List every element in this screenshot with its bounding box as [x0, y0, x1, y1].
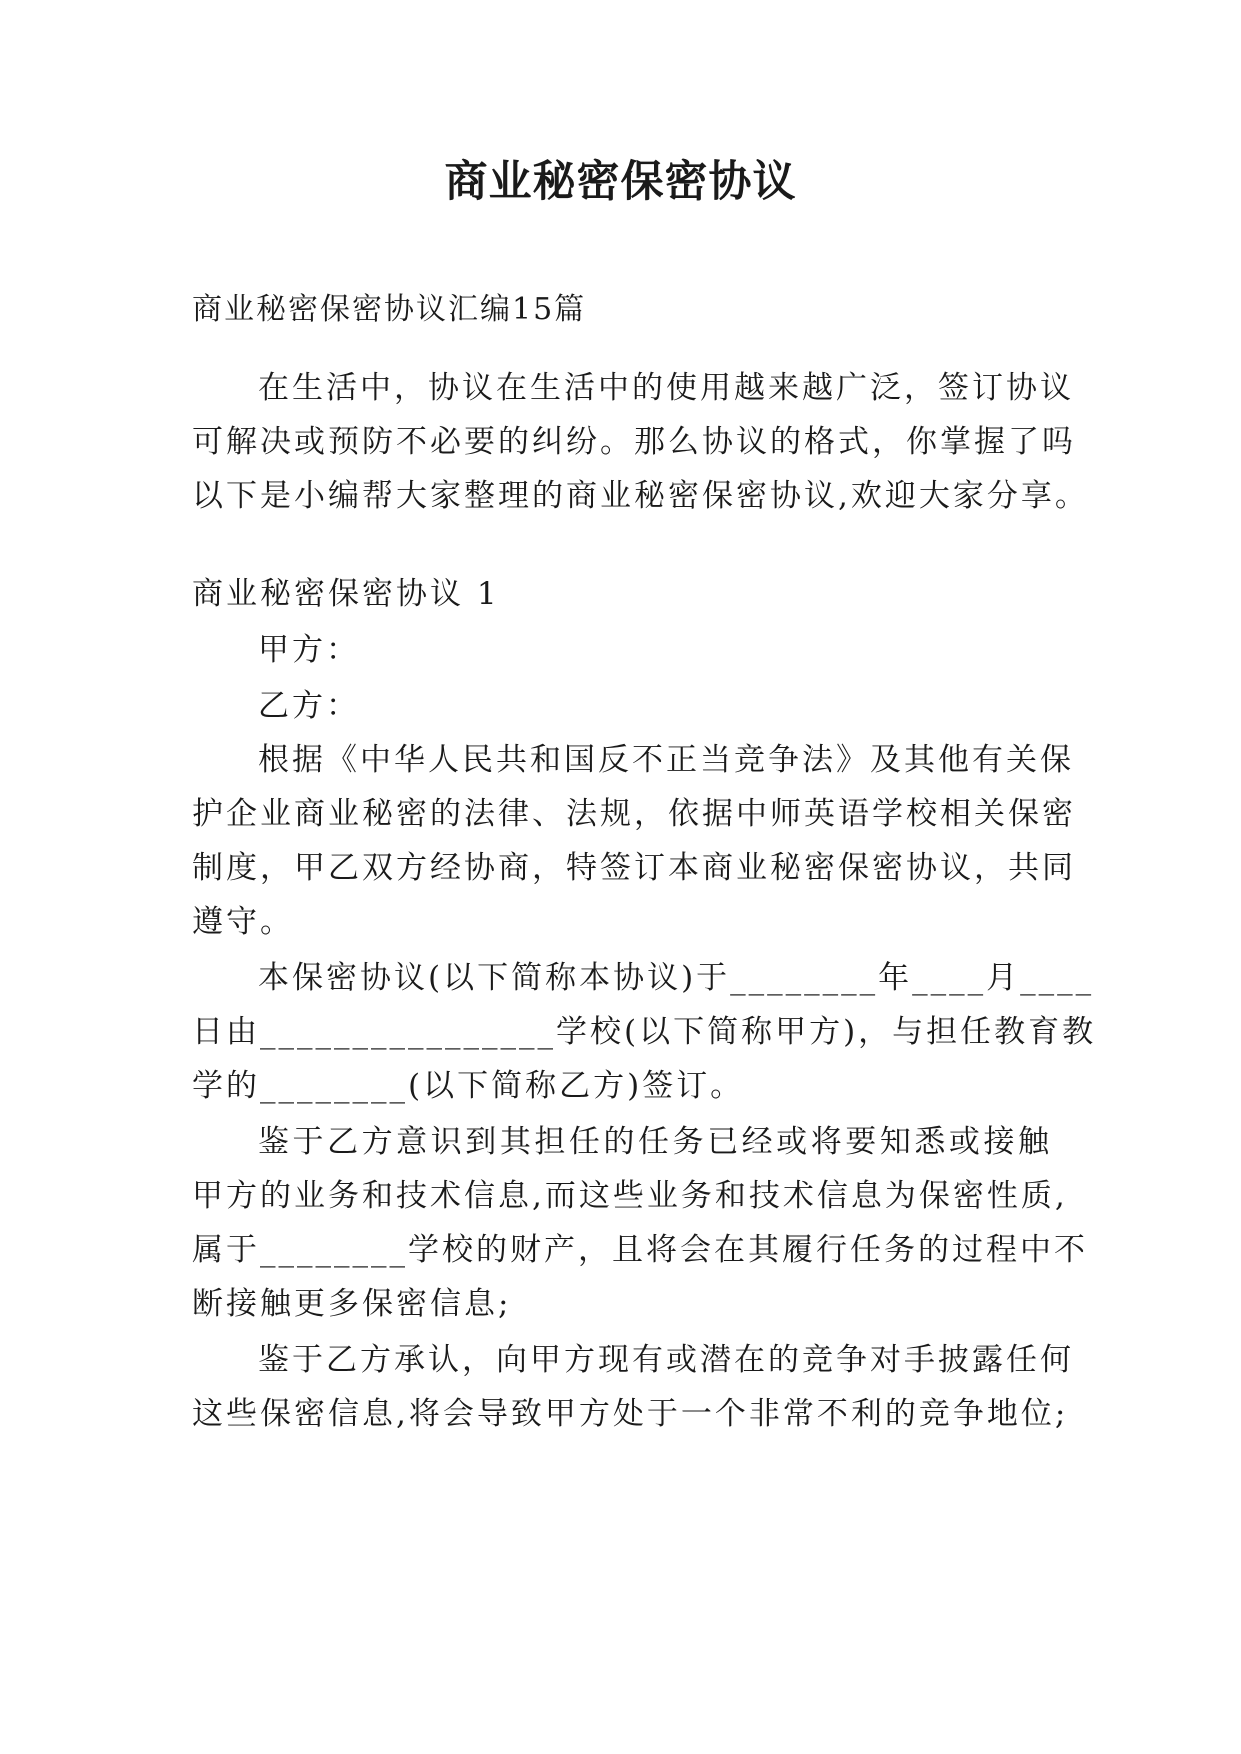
paragraph-line: 制度，甲乙双方经协商，特签订本商业秘密保密协议，共同 — [192, 850, 1076, 886]
intro-line: 以下是小编帮大家整理的商业秘密保密协议,欢迎大家分享。 — [192, 478, 1089, 514]
paragraph-line: 学的________(以下简称乙方)签订。 — [192, 1068, 745, 1104]
intro-line: 在生活中，协议在生活中的使用越来越广泛，签订协议 — [258, 370, 1074, 406]
paragraph-line: 根据《中华人民共和国反不正当竞争法》及其他有关保 — [258, 742, 1074, 778]
paragraph-line: 鉴于乙方承认，向甲方现有或潜在的竞争对手披露任何 — [258, 1342, 1074, 1378]
intro-line: 可解决或预防不必要的纠纷。那么协议的格式，你掌握了吗 — [192, 424, 1076, 460]
paragraph-line: 遵守。 — [192, 904, 294, 940]
section-heading: 商业秘密保密协议 1 — [192, 576, 500, 612]
paragraph-line: 这些保密信息,将会导致甲方处于一个非常不利的竞争地位; — [192, 1396, 1069, 1432]
paragraph-line: 属于________学校的财产，且将会在其履行任务的过程中不 — [192, 1232, 1088, 1268]
paragraph-line: 日由________________学校(以下简称甲方)，与担任教育教 — [192, 1014, 1097, 1050]
paragraph-line: 护企业商业秘密的法律、法规，依据中师英语学校相关保密 — [192, 796, 1076, 832]
document-subtitle: 商业秘密保密协议汇编15篇 — [192, 292, 587, 327]
party-a-label: 甲方： — [258, 632, 360, 668]
paragraph-line: 鉴于乙方意识到其担任的任务已经或将要知悉或接触 — [258, 1124, 1052, 1160]
party-b-label: 乙方： — [258, 688, 360, 724]
document-title: 商业秘密保密协议 — [444, 157, 797, 207]
paragraph-line: 甲方的业务和技术信息,而这些业务和技术信息为保密性质, — [192, 1178, 1068, 1214]
paragraph-line: 本保密协议(以下简称本协议)于________年____月____ — [258, 960, 1095, 996]
paragraph-line: 断接触更多保密信息; — [192, 1286, 512, 1322]
